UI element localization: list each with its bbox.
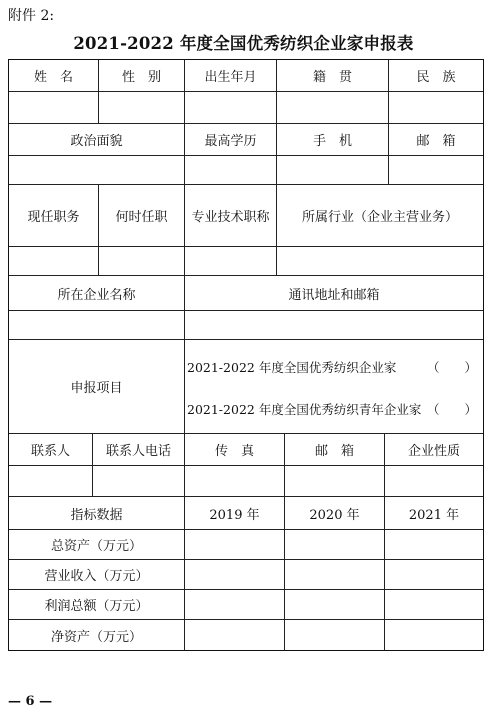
field-gender[interactable] <box>99 92 185 124</box>
field-email[interactable] <box>389 156 483 185</box>
header-year-2021: 2021 年 <box>385 497 483 530</box>
field-total-profit-2019[interactable] <box>185 590 285 620</box>
page-number: — 6 — <box>8 694 53 709</box>
row-total-profit: 利润总额（万元） <box>9 590 185 620</box>
option-young-entrepreneur[interactable]: 2021-2022 年度全国优秀纺织青年企业家 <box>187 402 422 417</box>
header-appointed-since: 何时任职 <box>99 185 185 247</box>
row-net-assets: 净资产（万元） <box>9 620 185 650</box>
header-ethnicity: 民 族 <box>389 60 483 92</box>
header-indicators: 指标数据 <box>9 497 185 530</box>
header-company-type: 企业性质 <box>385 434 483 466</box>
header-political-status: 政治面貌 <box>9 124 185 156</box>
header-contact-email: 邮 箱 <box>285 434 385 466</box>
field-fax[interactable] <box>185 466 285 497</box>
header-professional-title: 专业技术职称 <box>185 185 277 247</box>
field-net-assets-2021[interactable] <box>385 620 483 650</box>
field-total-assets-2019[interactable] <box>185 530 285 560</box>
field-address-email[interactable] <box>185 311 483 340</box>
field-political-status[interactable] <box>9 156 185 185</box>
field-name[interactable] <box>9 92 99 124</box>
header-email: 邮 箱 <box>389 124 483 156</box>
field-education[interactable] <box>185 156 277 185</box>
field-ethnicity[interactable] <box>389 92 483 124</box>
field-company-type[interactable] <box>385 466 483 497</box>
header-native-place: 籍 贯 <box>277 60 389 92</box>
field-total-assets-2021[interactable] <box>385 530 483 560</box>
field-current-position[interactable] <box>9 247 99 276</box>
header-address-email: 通讯地址和邮箱 <box>185 276 483 311</box>
field-appointed-since[interactable] <box>99 247 185 276</box>
header-company-name: 所在企业名称 <box>9 276 185 311</box>
header-year-2020: 2020 年 <box>285 497 385 530</box>
header-gender: 性 别 <box>99 60 185 92</box>
field-total-assets-2020[interactable] <box>285 530 385 560</box>
field-company-name[interactable] <box>9 311 185 340</box>
field-total-profit-2021[interactable] <box>385 590 483 620</box>
row-total-assets: 总资产（万元） <box>9 530 185 560</box>
option-young-entrepreneur-checkbox[interactable]: （ ） <box>426 402 477 417</box>
application-form-table <box>8 59 484 651</box>
header-contact-phone: 联系人电话 <box>93 434 185 466</box>
header-application-project: 申报项目 <box>9 340 185 434</box>
field-native-place[interactable] <box>277 92 389 124</box>
field-net-assets-2020[interactable] <box>285 620 385 650</box>
field-contact-email[interactable] <box>285 466 385 497</box>
field-revenue-2020[interactable] <box>285 560 385 590</box>
header-birth-date: 出生年月 <box>185 60 277 92</box>
field-revenue-2021[interactable] <box>385 560 483 590</box>
field-contact-person[interactable] <box>9 466 93 497</box>
form-title: 2021-2022 年度全国优秀纺织企业家申报表 <box>73 34 414 53</box>
field-contact-phone[interactable] <box>93 466 185 497</box>
header-education: 最高学历 <box>185 124 277 156</box>
field-total-profit-2020[interactable] <box>285 590 385 620</box>
header-year-2019: 2019 年 <box>185 497 285 530</box>
field-revenue-2019[interactable] <box>185 560 285 590</box>
header-mobile: 手 机 <box>277 124 389 156</box>
field-industry[interactable] <box>277 247 483 276</box>
field-professional-title[interactable] <box>185 247 277 276</box>
field-birth-date[interactable] <box>185 92 277 124</box>
header-name: 姓 名 <box>9 60 99 92</box>
attachment-label: 附件 2: <box>8 8 55 24</box>
field-net-assets-2019[interactable] <box>185 620 285 650</box>
application-options <box>185 340 483 434</box>
option-entrepreneur-checkbox[interactable]: （ ） <box>426 360 477 375</box>
header-contact-person: 联系人 <box>9 434 93 466</box>
option-entrepreneur[interactable]: 2021-2022 年度全国优秀纺织企业家 <box>187 360 397 375</box>
header-fax: 传 真 <box>185 434 285 466</box>
row-revenue: 营业收入（万元） <box>9 560 185 590</box>
header-industry: 所属行业（企业主营业务） <box>277 185 483 247</box>
header-current-position: 现任职务 <box>9 185 99 247</box>
field-mobile[interactable] <box>277 156 389 185</box>
